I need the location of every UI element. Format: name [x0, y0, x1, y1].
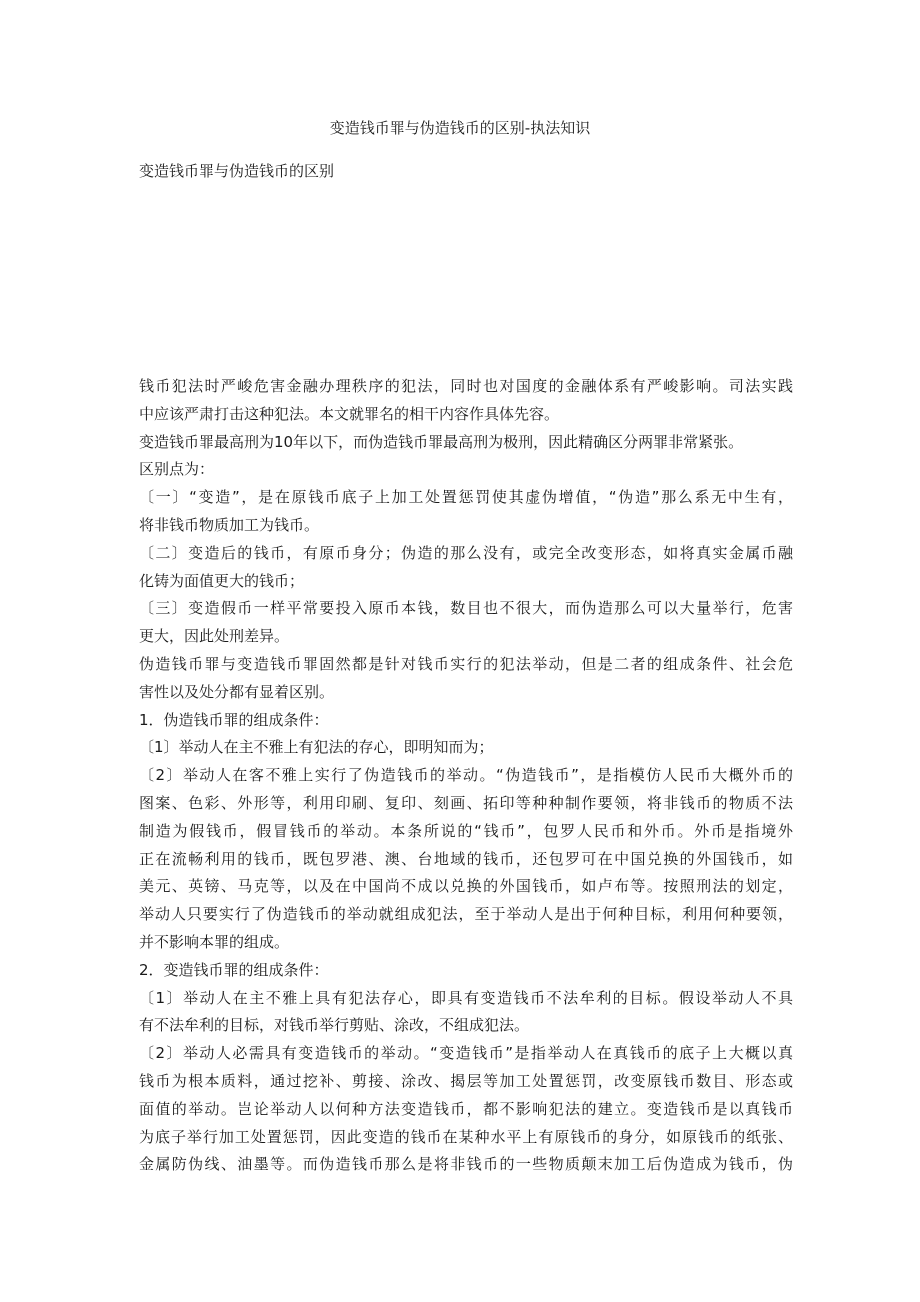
paragraph — [139, 373, 793, 429]
paragraph-line: 美元、英镑、马克等，以及在中国尚不成以兑换的外国钱币，如卢布等。按照刑法的划定， — [139, 877, 793, 896]
paragraph-line: 将非钱币物质加工为钱币。 — [139, 515, 320, 534]
paragraph — [139, 595, 793, 651]
paragraph-line: 化铸为面值更大的钱币； — [139, 571, 305, 590]
paragraph-line: 〔一〕“变造”，是在原钱币底子上加工处置惩罚使其虚伪增值，“伪造”那么系无中生有， — [139, 488, 793, 507]
paragraph — [139, 456, 793, 484]
paragraph-line: 1．伪造钱币罪的组成条件： — [139, 710, 329, 729]
document-title: 变造钱币罪与伪造钱币的区别-执法知识 — [329, 119, 591, 137]
paragraph-line: 钱币犯法时严峻危害金融办理秩序的犯法，同时也对国度的金融体系有严峻影响。司法实践 — [139, 377, 793, 395]
paragraph-line: 〔2〕举动人在客不雅上实行了伪造钱币的举动。“伪造钱币”，是指模仿人民币大概外币的 — [139, 766, 793, 785]
paragraph-line: 害性以及处分都有显着区别。 — [139, 682, 335, 701]
paragraph-line: 〔三〕变造假币一样平常要投入原币本钱，数目也不很大，而伪造那么可以大量举行，危害 — [139, 599, 793, 618]
paragraph-line: 更大，因此处刑差异。 — [139, 627, 290, 646]
paragraph-line: 〔1〕举动人在主不雅上具有犯法存心，即具有变造钱币不法牟利的目标。假设举动人不具 — [139, 988, 793, 1007]
document-body — [139, 373, 793, 1179]
paragraph — [139, 651, 793, 707]
paragraph-line: 面值的举动。岂论举动人以何种方法变造钱币，都不影响犯法的建立。变造钱币是以真钱币 — [139, 1099, 793, 1118]
paragraph — [139, 429, 793, 457]
paragraph-line: 钱币为根本质料，通过挖补、剪接、涂改、揭层等加工处置惩罚，改变原钱币数目、形态或 — [139, 1071, 793, 1090]
paragraph-line: 有不法牟利的目标，对钱币举行剪贴、涂改，不组成犯法。 — [139, 1016, 530, 1035]
paragraph-line: 图案、色彩、外形等，利用印刷、复印、刻画、拓印等种种制作要领，将非钱币的物质不法 — [139, 793, 793, 812]
paragraph-line: 金属防伪线、油墨等。而伪造钱币那么是将非钱币的一些物质颠末加工后伪造成为钱币，伪 — [139, 1155, 793, 1174]
paragraph-line: 2．变造钱币罪的组成条件： — [139, 960, 329, 979]
paragraph-line: 并不影响本罪的组成。 — [139, 932, 290, 951]
paragraph — [139, 707, 793, 735]
paragraph-line: 举动人只要实行了伪造钱币的举动就组成犯法，至于举动人是出于何种目标，利用何种要领， — [139, 905, 793, 924]
paragraph-line: 〔二〕变造后的钱币，有原币身分；伪造的那么没有，或完全改变形态，如将真实金属币融 — [139, 543, 793, 562]
document-subtitle: 变造钱币罪与伪造钱币的区别 — [139, 162, 335, 180]
paragraph-line: 〔1〕举动人在主不雅上有犯法的存心，即明知而为； — [139, 738, 494, 757]
paragraph-line: 区别点为： — [139, 460, 215, 479]
paragraph — [139, 985, 793, 1041]
paragraph-line: 伪造钱币罪与变造钱币罪固然都是针对钱币实行的犯法举动，但是二者的组成条件、社会危 — [139, 654, 793, 673]
paragraph — [139, 1040, 793, 1179]
paragraph — [139, 734, 793, 762]
paragraph — [139, 540, 793, 596]
paragraph-line: 正在流畅利用的钱币，既包罗港、澳、台地域的钱币，还包罗可在中国兑换的外国钱币，如 — [139, 849, 793, 868]
paragraph-line: 制造为假钱币，假冒钱币的举动。本条所说的“钱币”，包罗人民币和外币。外币是指境外 — [139, 821, 793, 840]
paragraph — [139, 957, 793, 985]
paragraph-line: 中应该严肃打击这种犯法。本文就罪名的相干内容作具体先容。 — [139, 404, 560, 423]
paragraph — [139, 484, 793, 540]
paragraph-line: 为底子举行加工处置惩罚，因此变造的钱币在某种水平上有原钱币的身分，如原钱币的纸张、 — [139, 1127, 793, 1146]
paragraph — [139, 762, 793, 957]
paragraph-line: 变造钱币罪最高刑为10年以下，而伪造钱币罪最高刑为极刑，因此精确区分两罪非常紧张。 — [139, 432, 744, 451]
paragraph-line: 〔2〕举动人必需具有变造钱币的举动。“变造钱币”是指举动人在真钱币的底子上大概以真 — [139, 1044, 793, 1063]
